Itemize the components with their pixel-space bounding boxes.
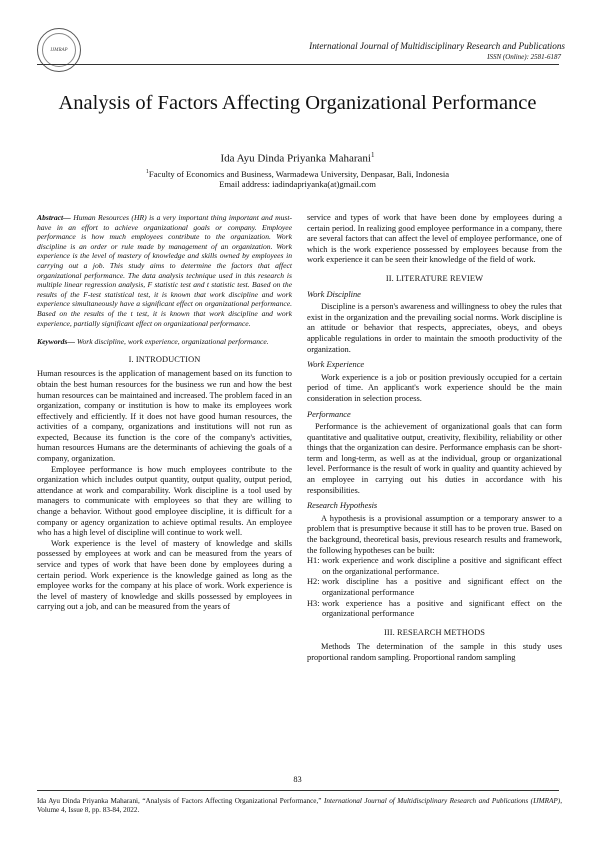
header-divider [37,64,559,65]
journal-issn: ISSN (Online): 2581-6187 [487,53,561,61]
citation-volume: , Volume 4, Issue 8, pp. 83-84, 2022. [37,797,562,815]
hypothesis-label: H3: [307,598,320,608]
methods-text: Methods The determination of the sample in this study uses proportional random sampling. Proportional random sampling [307,642,562,662]
subheading-work-experience: Work Experience [307,360,365,370]
author-sup: 1 [371,151,375,159]
work-experience-text: Work experience is a job or position previously occupied for a certain period of time. An applicant's work experience should be the main consideration in selection process. [307,372,562,403]
hypothesis-item [307,556,562,577]
journal-logo-inner: IJMRAP [42,33,76,67]
right-paragraph-continued: service and types of work that have been done by employees during a certain period. In realizing good employee performance in a company, there are several factors that can affect the level of employee performance, one of which is the work experience possessed by employees because from the work experience it can be seen their knowledge of the field of work. [307,213,562,265]
email-address: Email address: iadindapriyanka(at)gmail.com [219,179,376,190]
left-column [37,213,292,613]
research-hypothesis-text: A hypothesis is a provisional assumption or a temporary answer to a problem that is presumptive because it still has to be proven true. Based on the background, theoretical basis, previous research results and framework, the following hypotheses can be built: [307,513,562,555]
journal-logo [37,28,81,72]
keywords-text: Work discipline, work experience, organizational performance. [74,337,269,347]
citation-authors-title: Ida Ayu Dinda Priyanka Maharani, “Analysis of Factors Affecting Organizational Performance,” [37,797,324,805]
paper-title: Analysis of Factors Affecting Organizational Performance [58,92,537,114]
affil-sup: 1 [145,169,149,175]
work-discipline-text: Discipline is a person's awareness and willingness to obey the rules that exist in the organization and the prevailing social norms. Work discipline is an attitude or behavior that respects, appreciates, obeys, and obeys applicable regulations in order to maintain the smooth productivity of the organization. [307,302,562,354]
keywords-label: Keywords— [37,337,75,347]
hypothesis-text: work experience has a positive and significant effect on the organizational performance [322,598,562,619]
citation-footer [37,797,562,816]
intro-paragraph-2: Employee performance is how much employees contribute to the organization which includes output quantity, output quality, output period, attendance at work and comparability. Work discipline is a tool used by managers to communicate with employees so that they are willing to change a behavior. Without good employee discipline, it is difficult for a company or agency organization to achieve optimal results. An employee who has a high level of discipline will continue to work well. [37,464,292,538]
page-number: 83 [293,775,302,784]
journal-name: International Journal of Multidisciplinary Research and Publications [309,41,565,51]
performance-text: Performance is the achievement of organizational goals that can form quantitative and qualitative output, creativity, flexibility, reliability or other things that the organization can desire. Performance emphasis can be short-term and long-term, as well as at the individual, group or organizational level. Performance is the result of work in quality and quantity achieved by an employee in carrying out his duties in accordance with his responsibilities. [307,422,562,495]
author-name: Ida Ayu Dinda Priyanka Maharani [220,152,371,165]
hypothesis-text: work experience and work discipline a positive and significant effect on the organizational performance. [322,556,562,576]
hypothesis-label: H2: [307,577,320,587]
right-column [307,213,562,664]
hypothesis-item [307,577,562,598]
subheading-performance: Performance [307,409,351,419]
intro-paragraph-1: Human resources is the application of management based on its function to obtain the best human resources for the business we run and how the best human resources can be maintained and increased. The problem faced in an organization, company or institution is how to make its employees work effectively and efficiently. If it does not have good human resources, the activities of a company, organizations and institutions will not run as expected, Because its function is the core of the company's activities, human resources Humans are the determinants of achieving the goals of a company, organization. [37,369,292,464]
affiliation-text: Faculty of Economics and Business, Warmadewa University, Denpasar, Bali, Indonesia [148,168,450,179]
paper-affiliation [40,167,555,190]
citation-journal: International Journal of Multidisciplinary Research and Publications (IJMRAP) [323,797,561,805]
abstract [37,213,292,328]
hypothesis-text: work discipline has a positive and significant effect on the organizational performance [322,577,562,597]
subheading-research-hypothesis: Research Hypothesis [307,501,378,511]
footer-divider [37,790,559,791]
intro-paragraph-3: Work experience is the level of mastery of knowledge and skills possessed by employees at work and can be measured from the years of service and types of work that have been done by employees during a certain period. Work experience is the knowledge gained as long as the employee works for the company at his place of work. Work experience is the level of mastery of knowledge and skills possessed by employees in carrying out a job, and can be measured from the years of [37,538,292,612]
section-heading-literature-review: II. LITERATURE REVIEW [385,273,484,283]
subheading-work-discipline: Work Discipline [307,289,361,299]
abstract-text: Human Resources (HR) is a very important thing important and must-have in an effort to achieve organizational goals or company. Employee performance is how much employees contribute to the organization. Work discipline is an order or rule made by management of an organization. Work experience is the level of mastery of knowledge and skills owned by employees in carrying out a job. This study aims to determine the factors that affect organizational performance. The data analysis technique used in this research is multiple linear regression analysis, F statistic test and t statistic test. Based on the results of the F-test statistical test, it is known that work discipline and work experience simultaneously have a significant effect on organizational performance. Based on the results of the t test, it is known that work discipline and work experience, partially significant effect on organizational performance. [37,213,292,328]
abstract-label: Abstract— [37,213,71,222]
paper-authors [40,151,555,165]
section-heading-introduction: I. INTRODUCTION [128,354,201,364]
hypothesis-item [307,599,562,620]
hypothesis-label: H1: [307,556,320,566]
keywords [37,337,292,347]
section-heading-research-methods: III. RESEARCH METHODS [384,627,485,637]
